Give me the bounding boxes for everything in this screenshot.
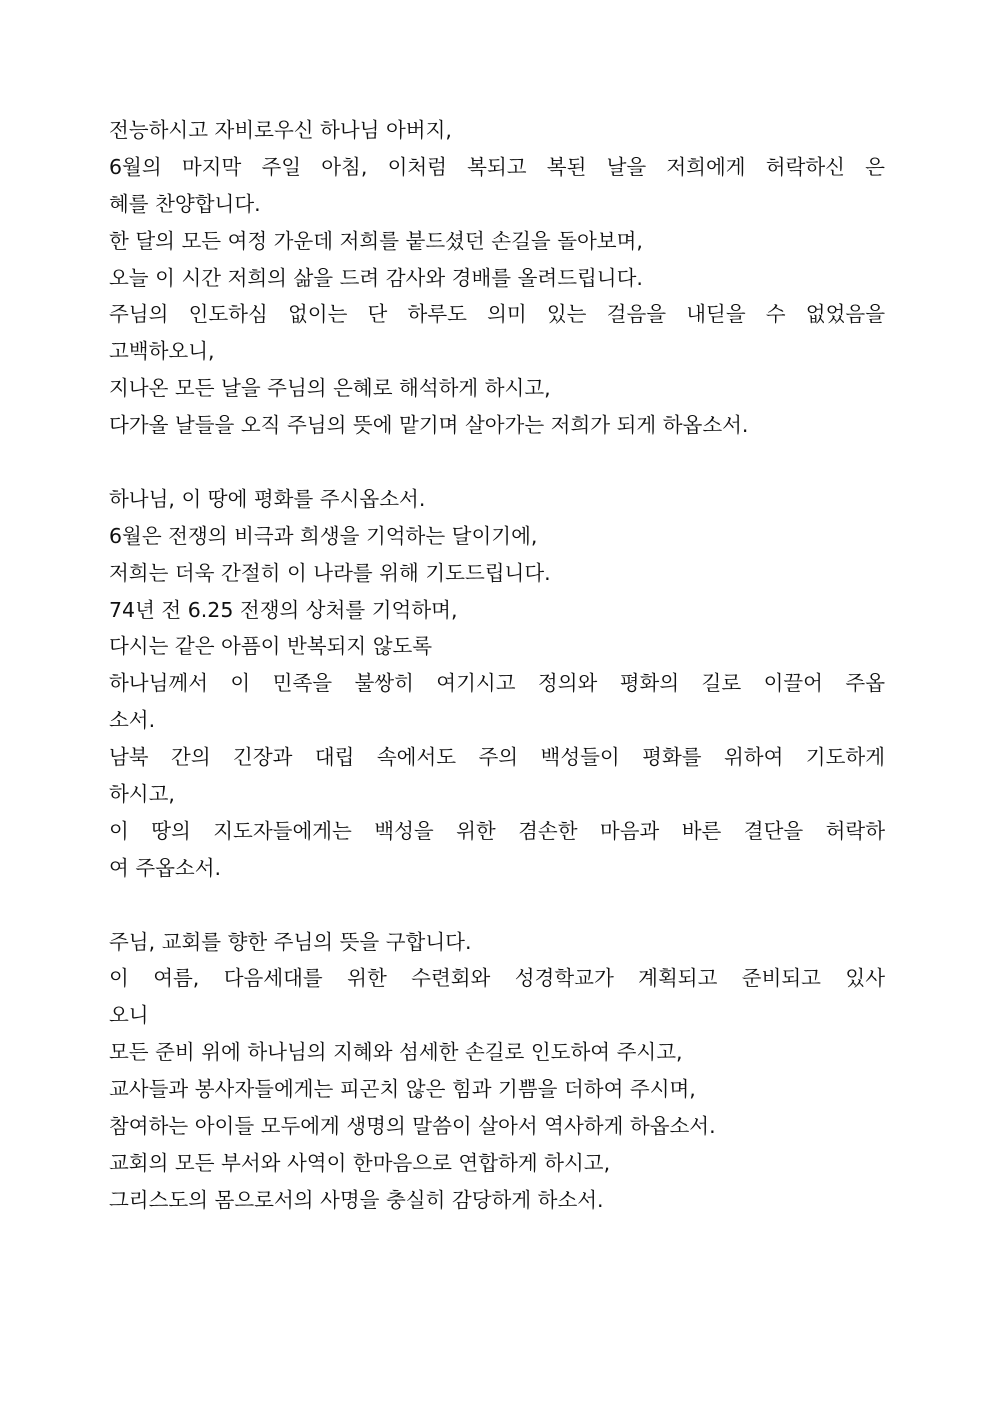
text-line: 주님의 인도하심 없이는 단 하루도 의미 있는 걸음을 내딛을 수 없었음을	[109, 302, 885, 327]
text-line: 주님, 교회를 향한 주님의 뜻을 구합니다.	[109, 929, 472, 954]
paragraph-church	[109, 924, 885, 1219]
text-line: 교사들과 봉사자들에게는 피곤치 않은 힘과 기쁨을 더하여 주시며,	[109, 1077, 696, 1102]
paragraph-peace	[109, 481, 885, 887]
text-line: 남북 간의 긴장과 대립 속에서도 주의 백성들이 평화를 위하여 기도하게	[109, 745, 885, 770]
text-line: 이 여름, 다음세대를 위한 수련회와 성경학교가 계획되고 준비되고 있사	[109, 966, 885, 991]
text-line: 소서.	[109, 708, 156, 733]
prayer-text	[109, 112, 885, 1219]
paragraph-spacer	[109, 444, 885, 481]
text-line: 지나온 모든 날을 주님의 은혜로 해석하게 하시고,	[109, 376, 551, 401]
text-line: 모든 준비 위에 하나님의 지혜와 섬세한 손길로 인도하여 주시고,	[109, 1040, 683, 1065]
text-line: 오늘 이 시간 저희의 삶을 드려 감사와 경배를 올려드립니다.	[109, 265, 643, 290]
text-line: 하시고,	[109, 782, 175, 807]
text-line: 여 주옵소서.	[109, 855, 222, 880]
text-line: 혜를 찬양합니다.	[109, 191, 261, 216]
text-line: 한 달의 모든 여정 가운데 저희를 붙드셨던 손길을 돌아보며,	[109, 228, 643, 253]
text-line: 6월의 마지막 주일 아침, 이처럼 복되고 복된 날을 저희에게 허락하신 은	[109, 154, 885, 179]
text-line: 교회의 모든 부서와 사역이 한마음으로 연합하게 하시고,	[109, 1150, 611, 1175]
text-line: 다시는 같은 아픔이 반복되지 않도록	[109, 634, 433, 659]
text-line: 6월은 전쟁의 비극과 희생을 기억하는 달이기에,	[109, 523, 538, 548]
paragraph-opening-praise	[109, 112, 885, 444]
text-line: 오니	[109, 1003, 149, 1028]
paragraph-spacer	[109, 887, 885, 924]
text-line: 하나님께서 이 민족을 불쌍히 여기시고 정의와 평화의 길로 이끌어 주옵	[109, 671, 885, 696]
text-line: 하나님, 이 땅에 평화를 주시옵소서.	[109, 486, 426, 511]
text-line: 저희는 더욱 간절히 이 나라를 위해 기도드립니다.	[109, 560, 551, 585]
text-line: 고백하오니,	[109, 339, 215, 364]
text-line: 그리스도의 몸으로서의 사명을 충실히 감당하게 하소서.	[109, 1187, 604, 1212]
text-line: 다가올 날들을 오직 주님의 뜻에 맡기며 살아가는 저희가 되게 하옵소서.	[109, 413, 749, 438]
text-line: 74년 전 6.25 전쟁의 상처를 기억하며,	[109, 597, 458, 622]
text-line: 이 땅의 지도자들에게는 백성을 위한 겸손한 마음과 바른 결단을 허락하	[109, 818, 885, 843]
text-line: 전능하시고 자비로우신 하나님 아버지,	[109, 118, 452, 142]
text-line: 참여하는 아이들 모두에게 생명의 말씀이 살아서 역사하게 하옵소서.	[109, 1114, 716, 1139]
